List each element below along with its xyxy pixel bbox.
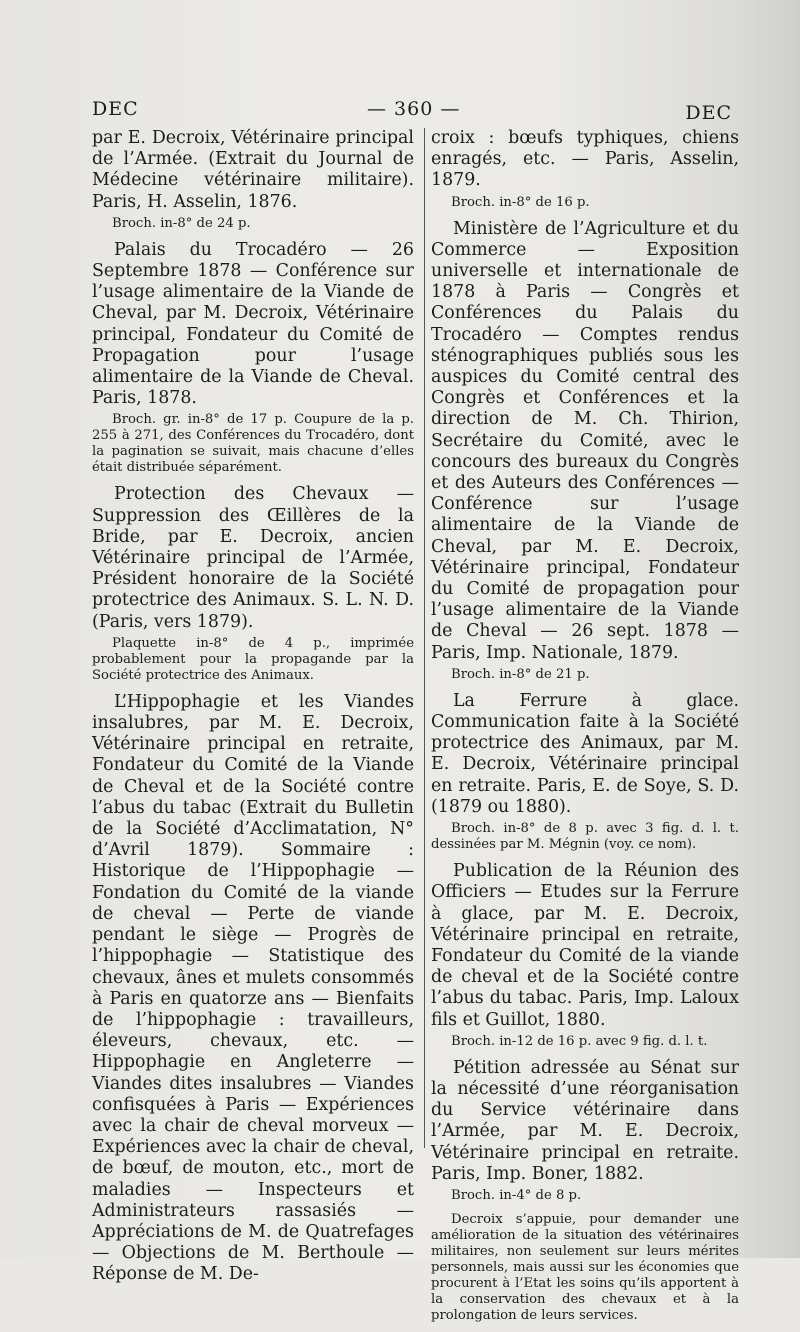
entry-note: Plaquette in-8° de 4 p., imprimée probablement pour la propagande par la Société protectrice des Animaux.: [92, 635, 414, 683]
entry: [431, 1058, 739, 1324]
entry-note: Broch. in-8° de 16 p.: [451, 194, 590, 210]
entry-note: Broch. in-12 de 16 p. avec 9 fig. d. l. t.: [451, 1033, 708, 1049]
right-column: [431, 128, 739, 1332]
left-column: [92, 128, 414, 1290]
entry-title: par E. Decroix, Vétérinaire principal de l’Armée. (Extrait du Journal de Médecine vétérinaire militaire). Paris, H. Asselin, 1876.: [92, 128, 414, 212]
entry: [92, 128, 414, 232]
entry: [431, 861, 739, 1050]
entry-note: Broch. in-8° de 8 p. avec 3 fig. d. l. t. dessinées par M. Mégnin (voy. ce nom).: [431, 821, 739, 853]
entry-title: La Ferrure à glace. Communication faite à la Société protectrice des Animaux, par M. E. Decroix, Vétérinaire principal en retraite. Paris, E. de Soye, S. D. (1879 ou 1880).: [431, 690, 739, 817]
entry-note: Broch. in-4° de 8 p.: [451, 1187, 582, 1203]
entry: [92, 240, 414, 477]
running-header: [92, 98, 732, 124]
entry-commentary: Decroix s’appuie, pour demander une amélioration de la situation des vétérinaires militaires, non seulement sur leurs mérites personnels, mais aussi sur les économies que procurent à l’Etat les soins qu’ils apportent à la conservation des chevaux et à la prolongation de leurs services.: [431, 1211, 739, 1323]
entry: [431, 219, 739, 683]
entry-note: Broch. in-8° de 24 p.: [112, 215, 251, 231]
header-right: DEC: [685, 102, 732, 124]
column-divider: [424, 128, 425, 1148]
entry-note: Broch. in-8° de 21 p.: [451, 666, 590, 682]
entry-title: Palais du Trocadéro — 26 Septembre 1878 — Conférence sur l’usage alimentaire de la Viande de Cheval, par M. Decroix, Vétérinaire principal, Fondateur du Comité de Propagation pour l’usage alimentaire de la Viande de Cheval. Paris, 1878.: [92, 239, 414, 409]
entry-title: Pétition adressée au Sénat sur la nécessité d’une réorganisation du Service vétérinaire dans l’Armée, par M. E. Decroix, Vétérinaire principal en retraite. Paris, Imp. Boner, 1882.: [431, 1057, 739, 1184]
entry: [92, 484, 414, 683]
header-left: DEC: [92, 98, 139, 120]
entry: [92, 692, 414, 1286]
entry-title: L’Hippophagie et les Viandes insalubres, par M. E. Decroix, Vétérinaire principal en retraite, Fondateur du Comité de la Viande de Cheval et de la Société contre l’abus du tabac (Extrait du Bulletin de la Société d’Acclimatation, N° d’Avril 1879). Sommaire : Historique de l’Hippophagie — Fondation du Comité de la viande de cheval — Perte de viande pendant le siège — Progrès de l’hippophagie — Statistique des chevaux, ânes et mulets consommés à Paris en quatorze ans — Bienfaits de l’hippophagie : travailleurs, éleveurs, chevaux, etc. — Hippophagie en Angleterre — Viandes dites insalubres — Viandes confisquées à Paris — Expériences avec la chair de cheval morveux — Expériences avec la chair de cheval, de bœuf, de mouton, etc., mort de maladies — Inspecteurs et Administrateurs rassasiés — Appréciations de M. de Quatrefages — Objections de M. Berthoule — Réponse de M. De-: [92, 691, 414, 1285]
entry: [431, 691, 739, 853]
entry-note: Broch. gr. in-8° de 17 p. Coupure de la p. 255 à 271, des Conférences du Trocadéro, dont la pagination se suivait, mais chacune d’elles était distribuée séparément.: [92, 412, 414, 476]
entry-title: croix : bœufs typhiques, chiens enragés, etc. — Paris, Asselin, 1879.: [431, 128, 739, 191]
entry-title: Protection des Chevaux — Suppression des Œillères de la Bride, par E. Decroix, ancien Vétérinaire principal de l’Armée, Président honoraire de la Société protectrice des Animaux. S. L. N. D. (Paris, vers 1879).: [92, 484, 414, 632]
entry: [431, 128, 739, 211]
entry-title: Ministère de l’Agriculture et du Commerce — Exposition universelle et internationale de 1878 à Paris — Congrès et Conférences du Palais du Trocadéro — Comptes rendus sténographiques publiés sous les auspices du Comité central des Congrès et Conférences et la direction de M. Ch. Thirion, Secrétaire du Comité, avec le concours des bureaux du Congrès et des Auteurs des Conférences — Conférence sur l’usage alimentaire de la Viande de Cheval, par M. E. Decroix, Vétérinaire principal, Fondateur du Comité de propagation pour l’usage alimentaire de la Viande de Cheval — 26 sept. 1878 — Paris, Imp. Nationale, 1879.: [431, 218, 739, 663]
entry-title: Publication de la Réunion des Officiers — Etudes sur la Ferrure à glace, par M. E. Decroix, Vétérinaire principal en retraite, Fondateur du Comité de la viande de cheval et de la Société contre l’abus du tabac. Paris, Imp. Laloux fils et Guillot, 1880.: [431, 861, 739, 1030]
page-number: — 360 —: [367, 98, 461, 120]
